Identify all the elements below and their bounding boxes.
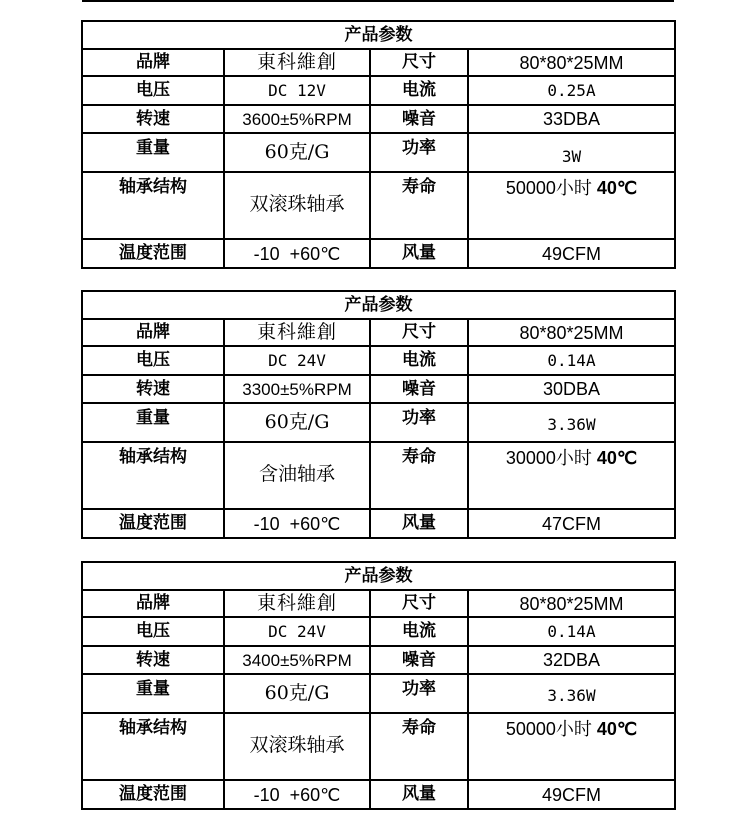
value-voltage: DC 24V (224, 617, 370, 646)
label-airflow: 风量 (370, 239, 468, 268)
label-current: 电流 (370, 346, 468, 375)
label-life: 寿命 (370, 442, 468, 509)
label-temp: 温度范围 (82, 509, 224, 538)
label-life: 寿命 (370, 172, 468, 239)
label-voltage: 电压 (82, 76, 224, 105)
value-noise: 30DBA (468, 375, 675, 403)
label-brand: 品牌 (82, 590, 224, 617)
label-temp: 温度范围 (82, 780, 224, 809)
label-power: 功率 (370, 403, 468, 442)
label-speed: 转速 (82, 646, 224, 674)
value-size: 80*80*25MM (468, 49, 675, 76)
value-brand: 東科維創 (224, 319, 370, 346)
value-power: 3.36W (468, 403, 675, 442)
label-bearing: 轴承结构 (82, 442, 224, 509)
value-brand: 東科維創 (224, 590, 370, 617)
spec-table-1 (81, 20, 676, 269)
value-airflow: 49CFM (468, 780, 675, 809)
value-noise: 33DBA (468, 105, 675, 133)
spec-table-2 (81, 290, 676, 539)
label-noise: 噪音 (370, 375, 468, 403)
value-size: 80*80*25MM (468, 590, 675, 617)
value-voltage: DC 24V (224, 346, 370, 375)
label-noise: 噪音 (370, 646, 468, 674)
table-title: 产品参数 (82, 21, 675, 49)
value-weight: 60克/G (224, 133, 370, 172)
table-title: 产品参数 (82, 291, 675, 319)
value-life (468, 172, 675, 239)
value-airflow: 47CFM (468, 509, 675, 538)
value-power: 3W (468, 133, 675, 172)
value-life (468, 713, 675, 780)
value-life (468, 442, 675, 509)
value-current: 0.25A (468, 76, 675, 105)
value-bearing: 含油轴承 (224, 442, 370, 509)
label-power: 功率 (370, 674, 468, 713)
label-speed: 转速 (82, 375, 224, 403)
value-temp: -10 +60℃ (224, 239, 370, 268)
value-size: 80*80*25MM (468, 319, 675, 346)
label-life: 寿命 (370, 713, 468, 780)
label-bearing: 轴承结构 (82, 172, 224, 239)
label-brand: 品牌 (82, 319, 224, 346)
label-size: 尺寸 (370, 49, 468, 76)
value-voltage: DC 12V (224, 76, 370, 105)
table-title: 产品参数 (82, 562, 675, 590)
life-temp: 40℃ (596, 448, 638, 468)
label-size: 尺寸 (370, 590, 468, 617)
label-airflow: 风量 (370, 509, 468, 538)
life-hours: 50000小时 (505, 719, 592, 739)
label-bearing: 轴承结构 (82, 713, 224, 780)
life-hours: 30000小时 (505, 448, 592, 468)
value-weight: 60克/G (224, 403, 370, 442)
value-temp: -10 +60℃ (224, 780, 370, 809)
label-voltage: 电压 (82, 617, 224, 646)
value-noise: 32DBA (468, 646, 675, 674)
spec-table-3 (81, 561, 676, 810)
life-hours: 50000小时 (505, 178, 592, 198)
value-brand: 東科維創 (224, 49, 370, 76)
value-bearing: 双滚珠轴承 (224, 713, 370, 780)
value-speed: 3300±5%RPM (224, 375, 370, 403)
value-bearing: 双滚珠轴承 (224, 172, 370, 239)
value-current: 0.14A (468, 617, 675, 646)
value-airflow: 49CFM (468, 239, 675, 268)
label-weight: 重量 (82, 674, 224, 713)
label-weight: 重量 (82, 403, 224, 442)
value-temp: -10 +60℃ (224, 509, 370, 538)
label-speed: 转速 (82, 105, 224, 133)
life-temp: 40℃ (596, 178, 638, 198)
value-speed: 3600±5%RPM (224, 105, 370, 133)
value-power: 3.36W (468, 674, 675, 713)
label-voltage: 电压 (82, 346, 224, 375)
label-current: 电流 (370, 617, 468, 646)
top-rule (82, 0, 674, 2)
value-weight: 60克/G (224, 674, 370, 713)
label-size: 尺寸 (370, 319, 468, 346)
life-temp: 40℃ (596, 719, 638, 739)
label-brand: 品牌 (82, 49, 224, 76)
label-airflow: 风量 (370, 780, 468, 809)
label-power: 功率 (370, 133, 468, 172)
label-temp: 温度范围 (82, 239, 224, 268)
label-weight: 重量 (82, 133, 224, 172)
label-noise: 噪音 (370, 105, 468, 133)
value-speed: 3400±5%RPM (224, 646, 370, 674)
value-current: 0.14A (468, 346, 675, 375)
label-current: 电流 (370, 76, 468, 105)
